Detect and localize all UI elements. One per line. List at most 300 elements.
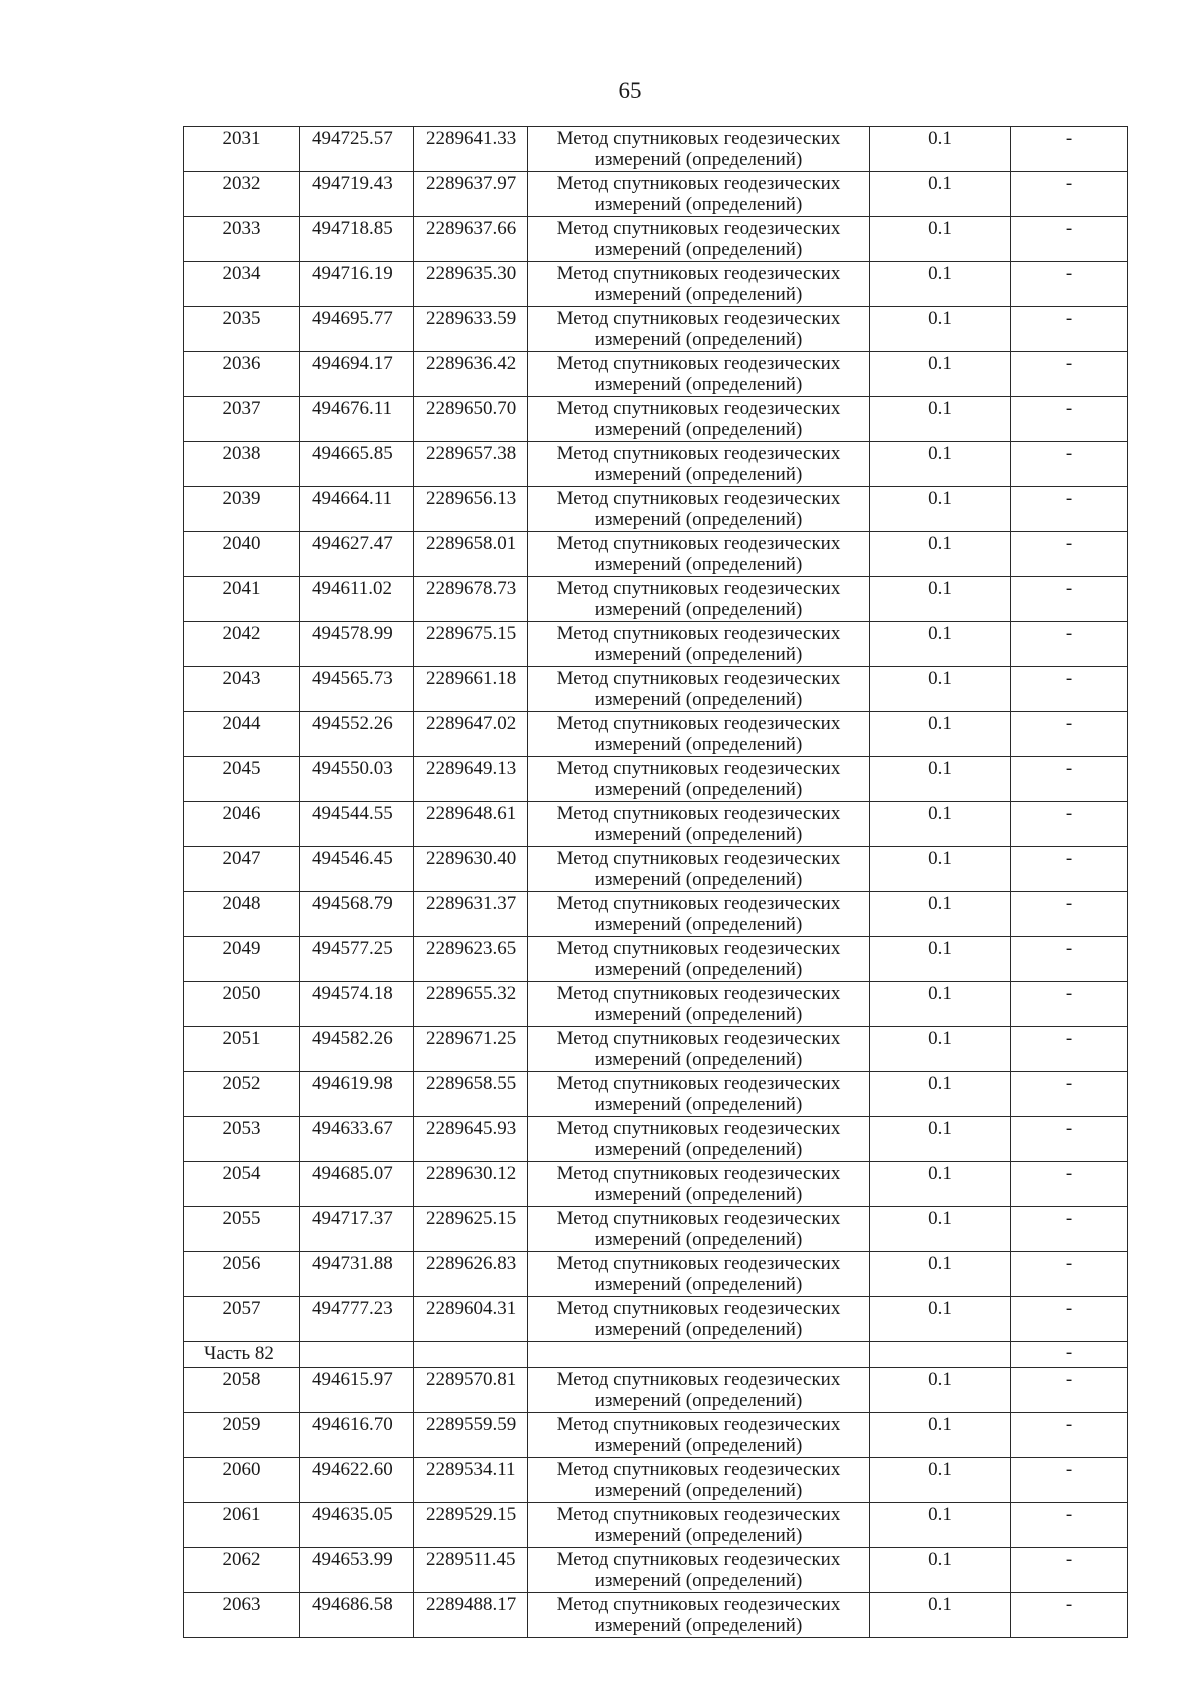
method-line-1: Метод спутниковых геодезических xyxy=(556,1163,841,1184)
method-line-2: измерений (определений) xyxy=(594,824,803,845)
y-coordinate-cell: 2289625.15 xyxy=(414,1207,528,1252)
table-row xyxy=(184,1458,1128,1503)
x-coordinate-cell: 494616.70 xyxy=(300,1413,414,1458)
table-row xyxy=(184,622,1128,667)
method-line-2: измерений (определений) xyxy=(594,869,803,890)
y-coordinate-cell: 2289655.32 xyxy=(414,982,528,1027)
accuracy-cell: 0.1 xyxy=(870,1548,1011,1593)
method-cell xyxy=(528,1503,870,1548)
x-coordinate-cell: 494635.05 xyxy=(300,1503,414,1548)
x-coordinate-cell: 494633.67 xyxy=(300,1117,414,1162)
accuracy-cell: 0.1 xyxy=(870,1297,1011,1342)
method-cell xyxy=(528,127,870,172)
y-coordinate-cell: 2289630.40 xyxy=(414,847,528,892)
x-coordinate-cell: 494718.85 xyxy=(300,217,414,262)
accuracy-cell: 0.1 xyxy=(870,982,1011,1027)
x-coordinate-cell: 494664.11 xyxy=(300,487,414,532)
accuracy-cell: 0.1 xyxy=(870,1117,1011,1162)
method-cell xyxy=(528,172,870,217)
method-line-2: измерений (определений) xyxy=(594,509,803,530)
accuracy-cell: 0.1 xyxy=(870,487,1011,532)
method-line-1: Метод спутниковых геодезических xyxy=(556,443,841,464)
point-number-cell: 2039 xyxy=(184,487,300,532)
accuracy-cell: 0.1 xyxy=(870,397,1011,442)
accuracy-cell: 0.1 xyxy=(870,442,1011,487)
accuracy-cell: 0.1 xyxy=(870,1072,1011,1117)
empty-cell xyxy=(300,1342,414,1368)
note-cell: - xyxy=(1011,442,1128,487)
method-cell xyxy=(528,1413,870,1458)
x-coordinate-cell: 494615.97 xyxy=(300,1368,414,1413)
table-row xyxy=(184,1117,1128,1162)
method-cell xyxy=(528,847,870,892)
method-cell xyxy=(528,1207,870,1252)
point-number-cell: 2054 xyxy=(184,1162,300,1207)
method-cell xyxy=(528,1117,870,1162)
method-line-1: Метод спутниковых геодезических xyxy=(556,263,841,284)
table-row xyxy=(184,262,1128,307)
y-coordinate-cell: 2289636.42 xyxy=(414,352,528,397)
y-coordinate-cell: 2289671.25 xyxy=(414,1027,528,1072)
point-number-cell: 2055 xyxy=(184,1207,300,1252)
point-number-cell: 2038 xyxy=(184,442,300,487)
x-coordinate-cell: 494717.37 xyxy=(300,1207,414,1252)
method-line-1: Метод спутниковых геодезических xyxy=(556,533,841,554)
point-number-cell: 2037 xyxy=(184,397,300,442)
point-number-cell: 2063 xyxy=(184,1593,300,1638)
table-body xyxy=(184,127,1128,1638)
method-line-2: измерений (определений) xyxy=(594,374,803,395)
x-coordinate-cell: 494665.85 xyxy=(300,442,414,487)
point-number-cell: 2052 xyxy=(184,1072,300,1117)
method-line-1: Метод спутниковых геодезических xyxy=(556,1504,841,1525)
y-coordinate-cell: 2289648.61 xyxy=(414,802,528,847)
y-coordinate-cell: 2289623.65 xyxy=(414,937,528,982)
method-cell xyxy=(528,712,870,757)
accuracy-cell: 0.1 xyxy=(870,127,1011,172)
note-cell: - xyxy=(1011,847,1128,892)
table-row xyxy=(184,1162,1128,1207)
method-line-1: Метод спутниковых геодезических xyxy=(556,218,841,239)
method-cell xyxy=(528,487,870,532)
note-cell: - xyxy=(1011,217,1128,262)
accuracy-cell: 0.1 xyxy=(870,1368,1011,1413)
table-row xyxy=(184,577,1128,622)
method-cell xyxy=(528,1072,870,1117)
point-number-cell: 2042 xyxy=(184,622,300,667)
point-number-cell: 2034 xyxy=(184,262,300,307)
method-cell xyxy=(528,757,870,802)
method-line-1: Метод спутниковых геодезических xyxy=(556,893,841,914)
note-cell: - xyxy=(1011,1162,1128,1207)
method-line-1: Метод спутниковых геодезических xyxy=(556,1414,841,1435)
section-row xyxy=(184,1342,1128,1368)
x-coordinate-cell: 494619.98 xyxy=(300,1072,414,1117)
method-cell xyxy=(528,1027,870,1072)
note-cell: - xyxy=(1011,1593,1128,1638)
point-number-cell: 2058 xyxy=(184,1368,300,1413)
y-coordinate-cell: 2289656.13 xyxy=(414,487,528,532)
y-coordinate-cell: 2289633.59 xyxy=(414,307,528,352)
method-line-2: измерений (определений) xyxy=(594,599,803,620)
method-cell xyxy=(528,982,870,1027)
table-row xyxy=(184,1503,1128,1548)
note-cell: - xyxy=(1011,1342,1128,1368)
method-cell xyxy=(528,892,870,937)
y-coordinate-cell: 2289635.30 xyxy=(414,262,528,307)
method-line-1: Метод спутниковых геодезических xyxy=(556,1549,841,1570)
accuracy-cell: 0.1 xyxy=(870,172,1011,217)
note-cell: - xyxy=(1011,487,1128,532)
y-coordinate-cell: 2289650.70 xyxy=(414,397,528,442)
x-coordinate-cell: 494552.26 xyxy=(300,712,414,757)
point-number-cell: 2036 xyxy=(184,352,300,397)
accuracy-cell: 0.1 xyxy=(870,1458,1011,1503)
accuracy-cell: 0.1 xyxy=(870,892,1011,937)
note-cell: - xyxy=(1011,307,1128,352)
x-coordinate-cell: 494731.88 xyxy=(300,1252,414,1297)
y-coordinate-cell: 2289637.66 xyxy=(414,217,528,262)
y-coordinate-cell: 2289488.17 xyxy=(414,1593,528,1638)
note-cell: - xyxy=(1011,532,1128,577)
x-coordinate-cell: 494653.99 xyxy=(300,1548,414,1593)
table-row xyxy=(184,757,1128,802)
method-line-2: измерений (определений) xyxy=(594,1049,803,1070)
method-line-2: измерений (определений) xyxy=(594,329,803,350)
method-line-2: измерений (определений) xyxy=(594,194,803,215)
note-cell: - xyxy=(1011,802,1128,847)
method-line-1: Метод спутниковых геодезических xyxy=(556,758,841,779)
x-coordinate-cell: 494582.26 xyxy=(300,1027,414,1072)
method-cell xyxy=(528,1458,870,1503)
method-line-1: Метод спутниковых геодезических xyxy=(556,1253,841,1274)
point-number-cell: 2049 xyxy=(184,937,300,982)
method-line-2: измерений (определений) xyxy=(594,554,803,575)
method-cell xyxy=(528,217,870,262)
table-row xyxy=(184,1072,1128,1117)
method-line-1: Метод спутниковых геодезических xyxy=(556,1073,841,1094)
method-line-1: Метод спутниковых геодезических xyxy=(556,623,841,644)
table-row xyxy=(184,802,1128,847)
point-number-cell: 2046 xyxy=(184,802,300,847)
table-row xyxy=(184,307,1128,352)
table-row xyxy=(184,172,1128,217)
method-line-1: Метод спутниковых геодезических xyxy=(556,128,841,149)
point-number-cell: 2035 xyxy=(184,307,300,352)
accuracy-cell: 0.1 xyxy=(870,847,1011,892)
note-cell: - xyxy=(1011,352,1128,397)
method-line-1: Метод спутниковых геодезических xyxy=(556,488,841,509)
method-line-2: измерений (определений) xyxy=(594,1615,803,1636)
method-line-1: Метод спутниковых геодезических xyxy=(556,1594,841,1615)
method-line-1: Метод спутниковых геодезических xyxy=(556,1459,841,1480)
accuracy-cell: 0.1 xyxy=(870,1207,1011,1252)
table-row xyxy=(184,847,1128,892)
x-coordinate-cell: 494544.55 xyxy=(300,802,414,847)
table-row xyxy=(184,1368,1128,1413)
point-number-cell: 2044 xyxy=(184,712,300,757)
y-coordinate-cell: 2289630.12 xyxy=(414,1162,528,1207)
note-cell: - xyxy=(1011,757,1128,802)
x-coordinate-cell: 494574.18 xyxy=(300,982,414,1027)
method-line-1: Метод спутниковых геодезических xyxy=(556,1298,841,1319)
point-number-cell: 2033 xyxy=(184,217,300,262)
point-number-cell: 2056 xyxy=(184,1252,300,1297)
y-coordinate-cell: 2289647.02 xyxy=(414,712,528,757)
note-cell: - xyxy=(1011,1207,1128,1252)
table-row xyxy=(184,487,1128,532)
method-line-2: измерений (определений) xyxy=(594,1480,803,1501)
y-coordinate-cell: 2289511.45 xyxy=(414,1548,528,1593)
y-coordinate-cell: 2289675.15 xyxy=(414,622,528,667)
note-cell: - xyxy=(1011,127,1128,172)
point-number-cell: 2032 xyxy=(184,172,300,217)
table-row xyxy=(184,532,1128,577)
table-row xyxy=(184,982,1128,1027)
note-cell: - xyxy=(1011,667,1128,712)
y-coordinate-cell: 2289658.01 xyxy=(414,532,528,577)
method-cell xyxy=(528,1548,870,1593)
point-number-cell: 2048 xyxy=(184,892,300,937)
accuracy-cell: 0.1 xyxy=(870,757,1011,802)
method-line-1: Метод спутниковых геодезических xyxy=(556,1118,841,1139)
method-line-2: измерений (определений) xyxy=(594,1274,803,1295)
method-line-1: Метод спутниковых геодезических xyxy=(556,848,841,869)
accuracy-cell: 0.1 xyxy=(870,532,1011,577)
accuracy-cell: 0.1 xyxy=(870,1162,1011,1207)
method-cell xyxy=(528,802,870,847)
note-cell: - xyxy=(1011,1458,1128,1503)
y-coordinate-cell: 2289559.59 xyxy=(414,1413,528,1458)
method-line-2: измерений (определений) xyxy=(594,1184,803,1205)
accuracy-cell: 0.1 xyxy=(870,352,1011,397)
table-row xyxy=(184,667,1128,712)
method-cell xyxy=(528,352,870,397)
y-coordinate-cell: 2289631.37 xyxy=(414,892,528,937)
note-cell: - xyxy=(1011,1072,1128,1117)
method-line-2: измерений (определений) xyxy=(594,1139,803,1160)
method-line-1: Метод спутниковых геодезических xyxy=(556,1028,841,1049)
table-row xyxy=(184,1548,1128,1593)
method-line-1: Метод спутниковых геодезических xyxy=(556,353,841,374)
note-cell: - xyxy=(1011,1297,1128,1342)
note-cell: - xyxy=(1011,1027,1128,1072)
table-row xyxy=(184,352,1128,397)
x-coordinate-cell: 494577.25 xyxy=(300,937,414,982)
method-cell xyxy=(528,262,870,307)
y-coordinate-cell: 2289529.15 xyxy=(414,1503,528,1548)
y-coordinate-cell: 2289637.97 xyxy=(414,172,528,217)
accuracy-cell: 0.1 xyxy=(870,802,1011,847)
empty-cell xyxy=(414,1342,528,1368)
method-cell xyxy=(528,1162,870,1207)
method-line-2: измерений (определений) xyxy=(594,644,803,665)
point-number-cell: 2062 xyxy=(184,1548,300,1593)
method-cell xyxy=(528,1593,870,1638)
point-number-cell: 2043 xyxy=(184,667,300,712)
accuracy-cell: 0.1 xyxy=(870,577,1011,622)
method-line-1: Метод спутниковых геодезических xyxy=(556,578,841,599)
x-coordinate-cell: 494627.47 xyxy=(300,532,414,577)
x-coordinate-cell: 494546.45 xyxy=(300,847,414,892)
method-line-2: измерений (определений) xyxy=(594,419,803,440)
table-row xyxy=(184,442,1128,487)
method-line-2: измерений (определений) xyxy=(594,1435,803,1456)
point-number-cell: 2031 xyxy=(184,127,300,172)
point-number-cell: 2050 xyxy=(184,982,300,1027)
accuracy-cell: 0.1 xyxy=(870,262,1011,307)
y-coordinate-cell: 2289534.11 xyxy=(414,1458,528,1503)
x-coordinate-cell: 494686.58 xyxy=(300,1593,414,1638)
table-row xyxy=(184,217,1128,262)
accuracy-cell: 0.1 xyxy=(870,937,1011,982)
method-line-1: Метод спутниковых геодезических xyxy=(556,398,841,419)
x-coordinate-cell: 494725.57 xyxy=(300,127,414,172)
table-row xyxy=(184,1297,1128,1342)
note-cell: - xyxy=(1011,937,1128,982)
empty-cell xyxy=(528,1342,870,1368)
table-row xyxy=(184,1027,1128,1072)
x-coordinate-cell: 494568.79 xyxy=(300,892,414,937)
method-line-2: измерений (определений) xyxy=(594,1094,803,1115)
accuracy-cell: 0.1 xyxy=(870,307,1011,352)
method-line-2: измерений (определений) xyxy=(594,284,803,305)
table-row xyxy=(184,1207,1128,1252)
method-line-2: измерений (определений) xyxy=(594,914,803,935)
x-coordinate-cell: 494695.77 xyxy=(300,307,414,352)
x-coordinate-cell: 494777.23 xyxy=(300,1297,414,1342)
x-coordinate-cell: 494719.43 xyxy=(300,172,414,217)
table-row xyxy=(184,1593,1128,1638)
note-cell: - xyxy=(1011,622,1128,667)
y-coordinate-cell: 2289626.83 xyxy=(414,1252,528,1297)
y-coordinate-cell: 2289649.13 xyxy=(414,757,528,802)
accuracy-cell: 0.1 xyxy=(870,712,1011,757)
method-cell xyxy=(528,937,870,982)
method-cell xyxy=(528,442,870,487)
y-coordinate-cell: 2289645.93 xyxy=(414,1117,528,1162)
point-number-cell: 2059 xyxy=(184,1413,300,1458)
table-row xyxy=(184,892,1128,937)
accuracy-cell: 0.1 xyxy=(870,622,1011,667)
note-cell: - xyxy=(1011,1548,1128,1593)
method-line-1: Метод спутниковых геодезических xyxy=(556,1208,841,1229)
y-coordinate-cell: 2289678.73 xyxy=(414,577,528,622)
note-cell: - xyxy=(1011,892,1128,937)
point-number-cell: 2045 xyxy=(184,757,300,802)
method-line-2: измерений (определений) xyxy=(594,734,803,755)
y-coordinate-cell: 2289570.81 xyxy=(414,1368,528,1413)
note-cell: - xyxy=(1011,397,1128,442)
method-cell xyxy=(528,577,870,622)
accuracy-cell: 0.1 xyxy=(870,667,1011,712)
y-coordinate-cell: 2289661.18 xyxy=(414,667,528,712)
method-cell xyxy=(528,1368,870,1413)
method-line-1: Метод спутниковых геодезических xyxy=(556,983,841,1004)
y-coordinate-cell: 2289657.38 xyxy=(414,442,528,487)
method-line-2: измерений (определений) xyxy=(594,239,803,260)
note-cell: - xyxy=(1011,1413,1128,1458)
method-line-2: измерений (определений) xyxy=(594,1390,803,1411)
method-cell xyxy=(528,397,870,442)
method-line-1: Метод спутниковых геодезических xyxy=(556,803,841,824)
method-line-2: измерений (определений) xyxy=(594,1570,803,1591)
method-cell xyxy=(528,307,870,352)
accuracy-cell: 0.1 xyxy=(870,1503,1011,1548)
accuracy-cell: 0.1 xyxy=(870,1252,1011,1297)
method-line-1: Метод спутниковых геодезических xyxy=(556,173,841,194)
table-row xyxy=(184,1252,1128,1297)
method-cell xyxy=(528,532,870,577)
method-line-2: измерений (определений) xyxy=(594,1319,803,1340)
empty-cell xyxy=(870,1342,1011,1368)
note-cell: - xyxy=(1011,262,1128,307)
table-row xyxy=(184,1413,1128,1458)
point-number-cell: 2041 xyxy=(184,577,300,622)
accuracy-cell: 0.1 xyxy=(870,1593,1011,1638)
x-coordinate-cell: 494550.03 xyxy=(300,757,414,802)
x-coordinate-cell: 494622.60 xyxy=(300,1458,414,1503)
note-cell: - xyxy=(1011,712,1128,757)
table-row xyxy=(184,712,1128,757)
note-cell: - xyxy=(1011,172,1128,217)
note-cell: - xyxy=(1011,1252,1128,1297)
method-cell xyxy=(528,1297,870,1342)
point-number-cell: 2047 xyxy=(184,847,300,892)
method-cell xyxy=(528,622,870,667)
page-number: 65 xyxy=(618,78,642,103)
coordinates-table xyxy=(183,126,1128,1638)
method-line-2: измерений (определений) xyxy=(594,464,803,485)
method-line-2: измерений (определений) xyxy=(594,149,803,170)
method-line-2: измерений (определений) xyxy=(594,1004,803,1025)
x-coordinate-cell: 494578.99 xyxy=(300,622,414,667)
note-cell: - xyxy=(1011,1117,1128,1162)
x-coordinate-cell: 494694.17 xyxy=(300,352,414,397)
point-number-cell: 2053 xyxy=(184,1117,300,1162)
method-line-2: измерений (определений) xyxy=(594,1229,803,1250)
method-cell xyxy=(528,667,870,712)
point-number-cell: 2060 xyxy=(184,1458,300,1503)
method-line-2: измерений (определений) xyxy=(594,779,803,800)
method-cell xyxy=(528,1252,870,1297)
point-number-cell: 2051 xyxy=(184,1027,300,1072)
method-line-2: измерений (определений) xyxy=(594,689,803,710)
method-line-1: Метод спутниковых геодезических xyxy=(556,668,841,689)
point-number-cell: 2040 xyxy=(184,532,300,577)
x-coordinate-cell: 494565.73 xyxy=(300,667,414,712)
note-cell: - xyxy=(1011,1368,1128,1413)
method-line-1: Метод спутниковых геодезических xyxy=(556,938,841,959)
method-line-2: измерений (определений) xyxy=(594,1525,803,1546)
accuracy-cell: 0.1 xyxy=(870,1413,1011,1458)
y-coordinate-cell: 2289604.31 xyxy=(414,1297,528,1342)
x-coordinate-cell: 494676.11 xyxy=(300,397,414,442)
section-label: Часть 82 xyxy=(184,1342,300,1368)
x-coordinate-cell: 494685.07 xyxy=(300,1162,414,1207)
accuracy-cell: 0.1 xyxy=(870,217,1011,262)
method-line-2: измерений (определений) xyxy=(594,959,803,980)
x-coordinate-cell: 494611.02 xyxy=(300,577,414,622)
method-line-1: Метод спутниковых геодезических xyxy=(556,1369,841,1390)
table-row xyxy=(184,127,1128,172)
x-coordinate-cell: 494716.19 xyxy=(300,262,414,307)
y-coordinate-cell: 2289658.55 xyxy=(414,1072,528,1117)
y-coordinate-cell: 2289641.33 xyxy=(414,127,528,172)
point-number-cell: 2057 xyxy=(184,1297,300,1342)
table-row xyxy=(184,397,1128,442)
method-line-1: Метод спутниковых геодезических xyxy=(556,713,841,734)
